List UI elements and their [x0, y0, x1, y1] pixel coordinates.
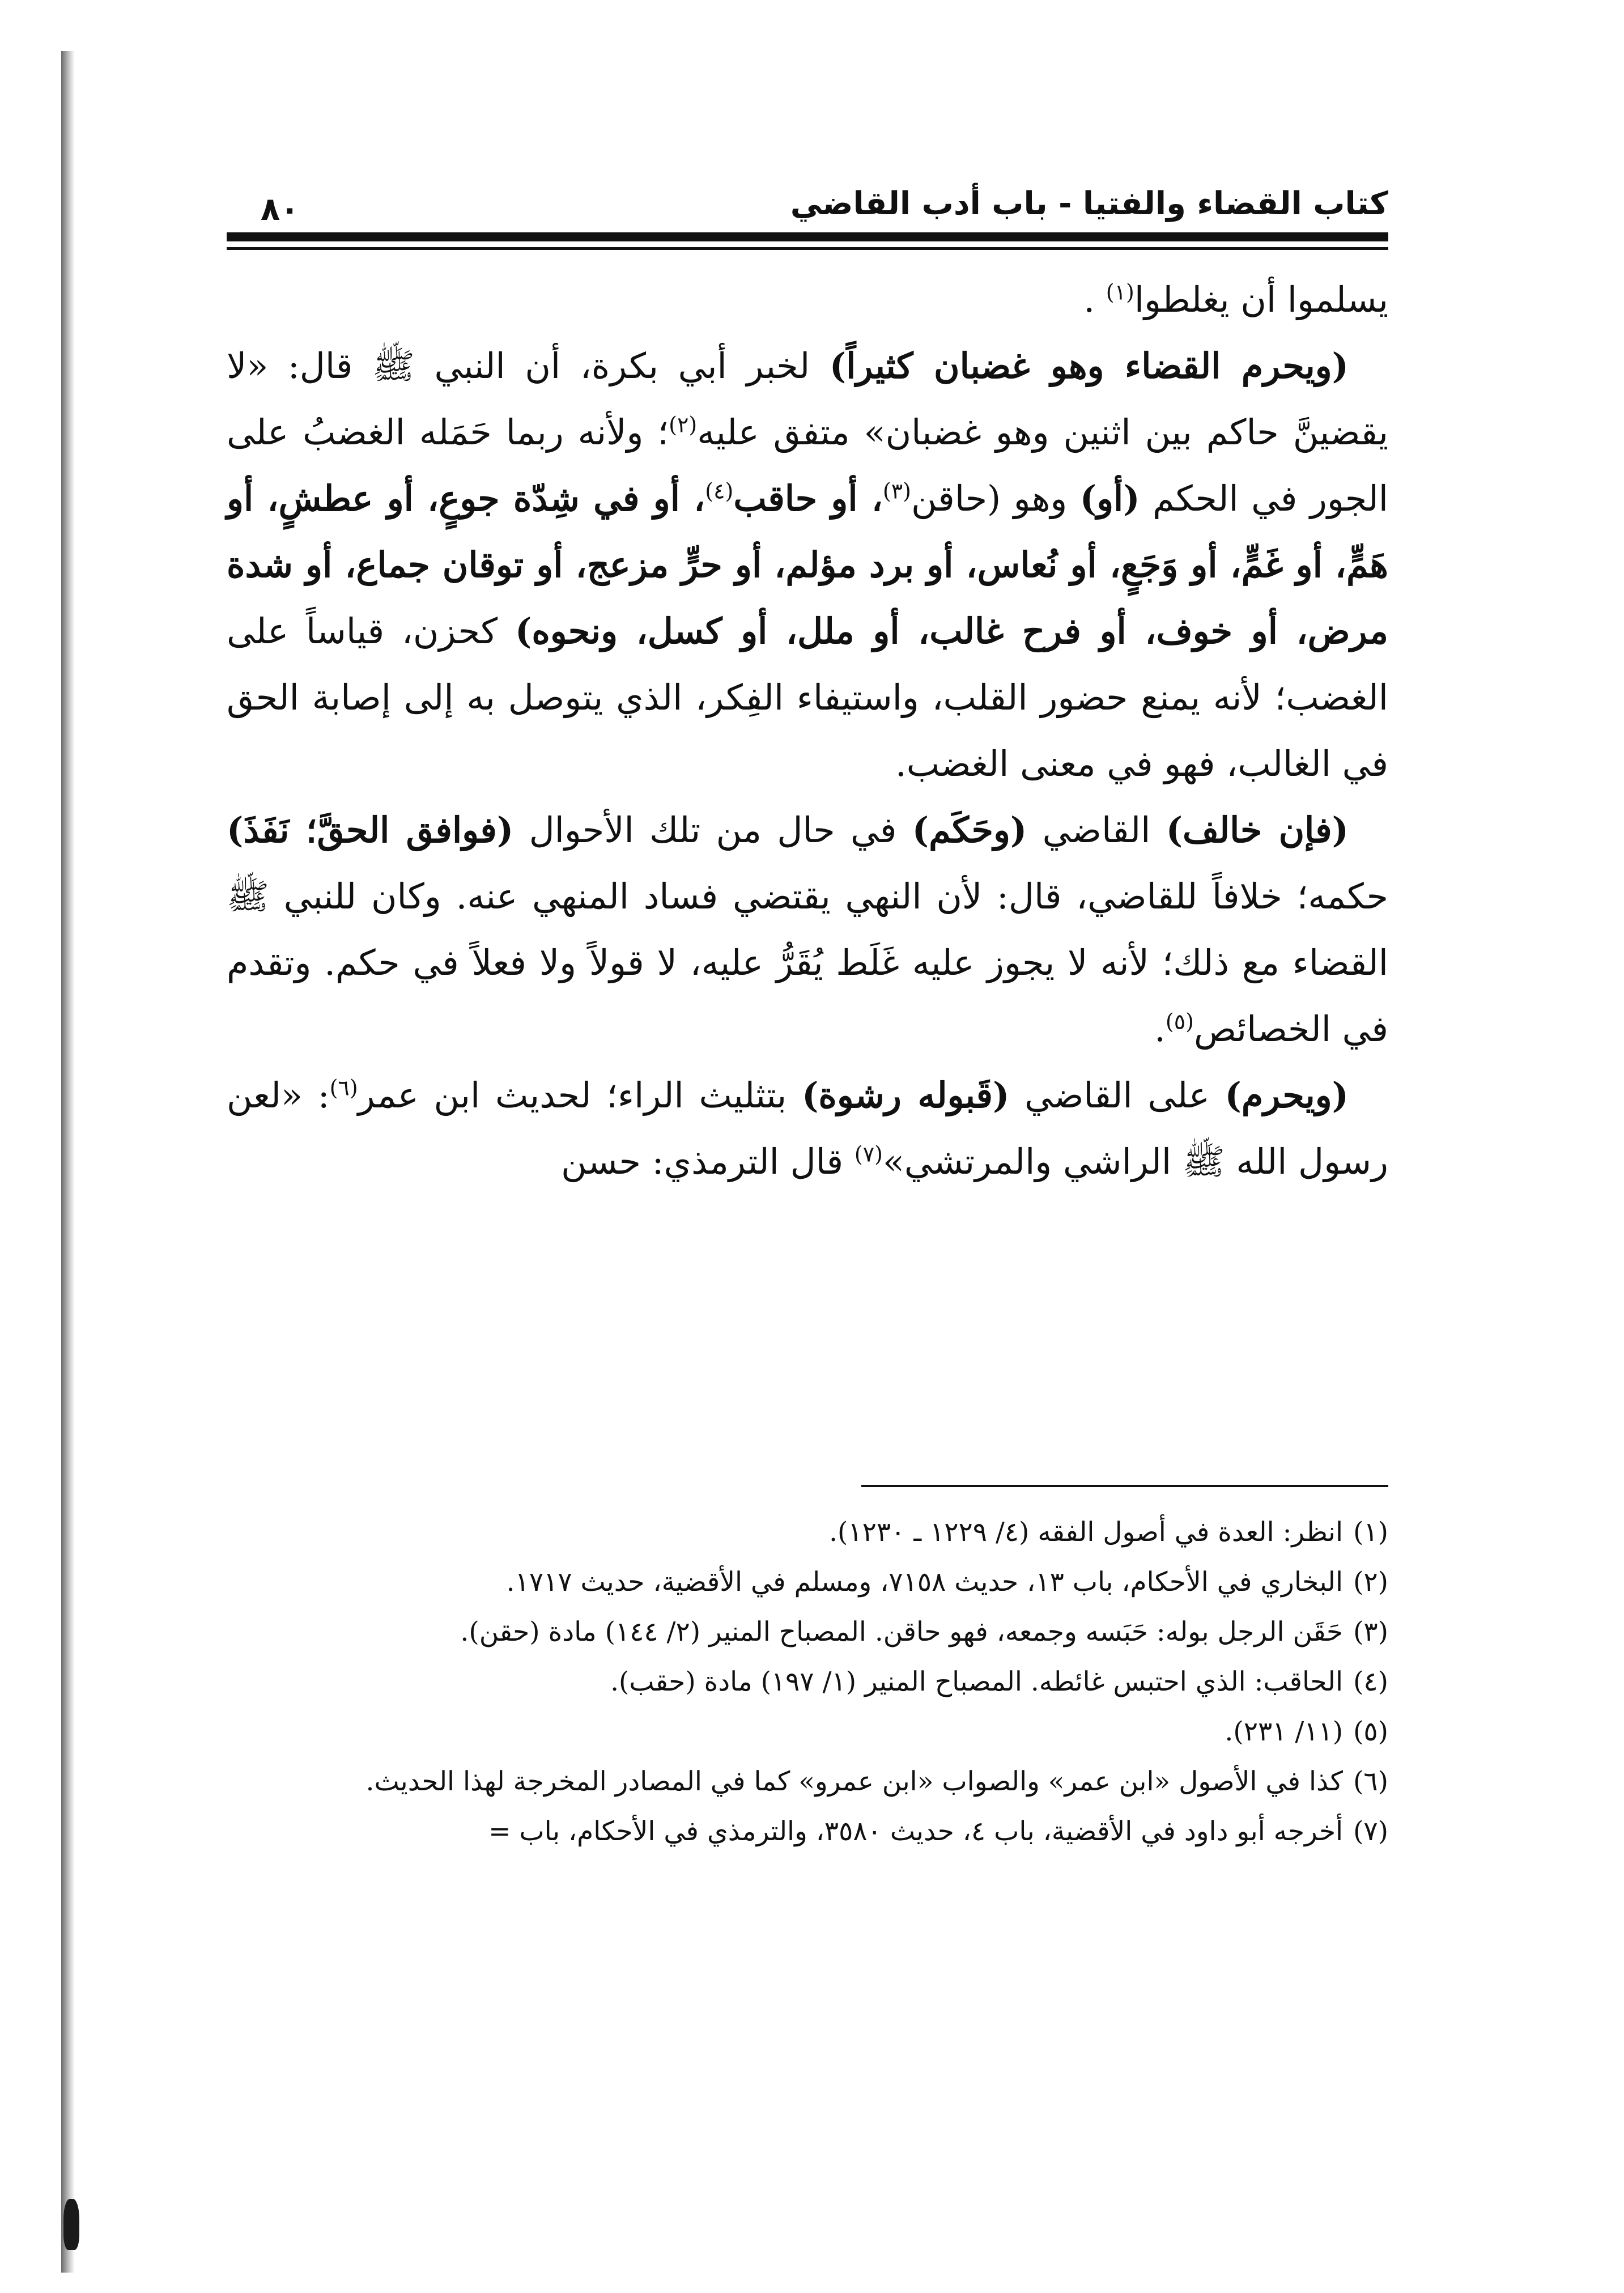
matn-text: (أو)	[1079, 478, 1140, 519]
matn-text: (ويحرم)	[1225, 1075, 1349, 1116]
footnote-2	[227, 1557, 1388, 1607]
text-run: وهو (حاقن	[911, 478, 1080, 519]
footnote-number: (٣)	[1353, 1616, 1388, 1647]
footnote-number: (٥)	[1353, 1716, 1388, 1747]
paragraph-2	[227, 333, 1388, 797]
text-run: لخبر أبي بكرة، أن النبي ﷺ قال: «لا يقضينَّ حاكم بين اثنين وهو غضبان» متفق عليه	[227, 345, 1388, 453]
footnote-3	[227, 1607, 1388, 1657]
footnote-ref: (٥)	[1165, 1009, 1194, 1034]
footnote-number: (٤)	[1353, 1666, 1388, 1697]
scan-binding-edge	[61, 51, 75, 2273]
footnote-separator	[861, 1485, 1388, 1487]
footnote-text: الحاقب: الذي احتبس غائطه. المصباح المنير (١/ ١٩٧) مادة (حقب).	[610, 1666, 1344, 1697]
footnote-number: (١)	[1353, 1517, 1388, 1548]
text-run: يسلموا أن يغلطوا	[1134, 279, 1388, 320]
footnote-number: (٦)	[1353, 1766, 1388, 1797]
text-run: القاضي	[1027, 809, 1166, 851]
header-rule-thin	[227, 247, 1388, 250]
footnote-6	[227, 1757, 1388, 1807]
book-page	[227, 0, 1388, 2293]
footnote-number: (٧)	[1353, 1816, 1388, 1847]
header-title: كتاب القضاء والفتيا - باب أدب القاضي	[790, 185, 1388, 222]
matn-text: (فإن خالف)	[1166, 809, 1349, 851]
footnote-text: البخاري في الأحكام، باب ١٣، حديث ٧١٥٨، ومسلم في الأقضية، حديث ١٧١٧.	[506, 1566, 1344, 1598]
text-run: .	[1154, 1008, 1166, 1050]
footnote-5	[227, 1707, 1388, 1757]
text-run: على القاضي	[1009, 1075, 1225, 1116]
footnote-1	[227, 1508, 1388, 1557]
matn-text: (وحَكَم)	[912, 809, 1027, 851]
paragraph-4	[227, 1062, 1388, 1195]
footnote-text: كذا في الأصول «ابن عمر» والصواب «ابن عمرو» كما في المصادر المخرجة لهذا الحديث.	[365, 1766, 1344, 1797]
matn-text: ، أو حاقب	[733, 478, 883, 519]
text-run: حكمه؛ خلافاً للقاضي، قال: لأن النهي يقتضي فساد المنهي عنه. وكان للنبي ﷺ القضاء مع ذلك؛ لأنه لا يجوز عليه غَلَط يُقَرُّ عليه، لا قولاً ولا فعلاً في حكم. وتقدم في الخصائص	[227, 876, 1388, 1050]
footnote-7	[227, 1807, 1388, 1857]
footnote-ref: (٧)	[854, 1141, 883, 1167]
footnote-ref: (١)	[1106, 279, 1134, 305]
footnote-text: (١١/ ٢٣١).	[1225, 1716, 1344, 1747]
page-number: ٨٠	[261, 191, 300, 228]
matn-text: ، أو في شِدّة جوعٍ، أو عطشٍ، أو هَمٍّ، أو غَمٍّ، أو وَجَعٍ، أو نُعاس، أو برد مؤلم، أو حرٍّ مزعج، أو توقان جماع، أو شدة مرض، أو خوف، أو فرح غالب، أو ملل، أو كسل، ونحوه)	[227, 478, 1389, 652]
text-run: ؛ ولأنه ربما حَمَله الغضبُ على الجور في الحكم	[227, 411, 1388, 519]
footnote-ref: (٦)	[329, 1075, 358, 1101]
text-run: : «لعن رسول الله ﷺ الراشي والمرتشي»	[227, 1075, 1388, 1182]
header-rule-thick	[227, 232, 1388, 241]
matn-text: (ويحرم القضاء وهو غضبان كثيراً)	[829, 345, 1349, 387]
paragraph-1	[227, 266, 1388, 333]
footnote-4	[227, 1657, 1388, 1707]
scan-binding-mark	[63, 2199, 79, 2250]
text-run: قال الترمذي: حسن	[561, 1141, 854, 1182]
paragraph-3	[227, 797, 1388, 1062]
running-header	[227, 181, 1388, 227]
text-run: كحزن، قياساً على الغضب؛ لأنه يمنع حضور القلب، واستيفاء الفِكر، الذي يتوصل به إلى إصابة الحق في الغالب، فهو في معنى الغضب.	[227, 610, 1388, 784]
footnote-text: حَقَن الرجل بوله: حَبَسه وجمعه، فهو حاقن. المصباح المنير (٢/ ١٤٤) مادة (حقن).	[460, 1616, 1344, 1647]
text-run: .	[1083, 279, 1106, 320]
matn-text: (قَبوله رشوة)	[802, 1075, 1010, 1116]
text-run: بتثليث الراء؛ لحديث ابن عمر	[358, 1075, 802, 1116]
footnotes	[227, 1508, 1388, 1857]
footnote-text: انظر: العدة في أصول الفقه (٤/ ١٢٢٩ ـ ١٢٣٠).	[829, 1517, 1344, 1548]
footnote-number: (٢)	[1353, 1566, 1388, 1598]
footnote-text: أخرجه أبو داود في الأقضية، باب ٤، حديث ٣٥٨٠، والترمذي في الأحكام، باب =	[488, 1816, 1344, 1847]
footnote-ref: (٣)	[882, 478, 911, 504]
matn-text: (فوافق الحقَّ؛ نَفَذَ)	[227, 809, 514, 851]
main-text	[227, 266, 1388, 1195]
text-run: في حال من تلك الأحوال	[513, 809, 912, 851]
footnote-ref: (٢)	[669, 412, 698, 438]
footnote-ref: (٤)	[705, 478, 734, 504]
